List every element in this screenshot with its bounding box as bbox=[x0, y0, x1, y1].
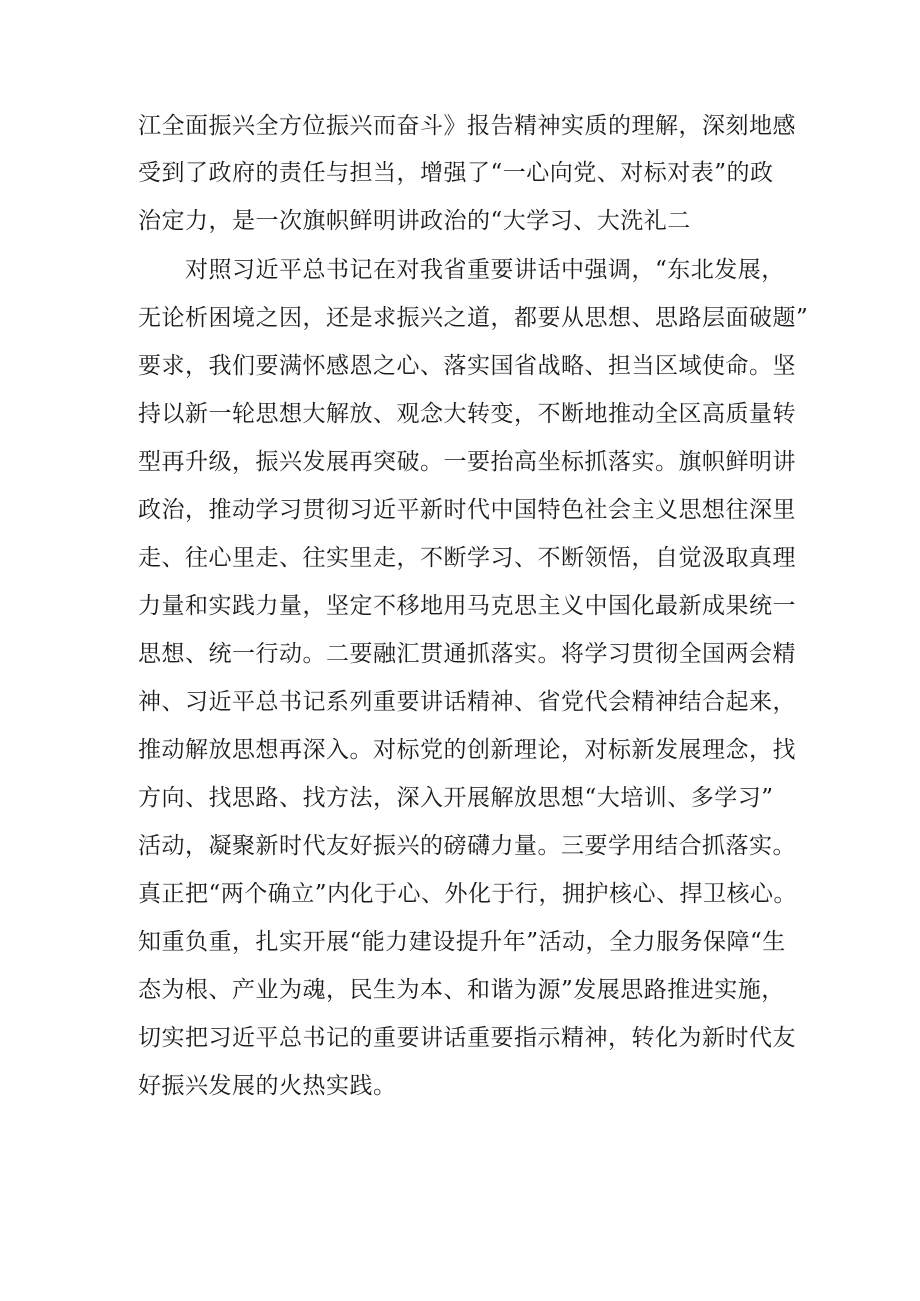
text-line: 型再升级，振兴发展再突破。一要抬高坐标抓落实。旗帜鲜明讲 bbox=[138, 449, 796, 475]
text-line: 治定力，是一次旗帜鲜明讲政治的“大学习、大洗礼二 bbox=[138, 208, 691, 234]
text-line: 思想、统一行动。二要融汇贯通抓落实。将学习贯彻全国两会精 bbox=[138, 641, 796, 667]
text-line: 走、往心里走、往实里走，不断学习、不断领悟，自觉汲取真理 bbox=[138, 545, 796, 571]
text-line: 态为根、产业为魂，民生为本、和谐为源”发展思路推进实施， bbox=[138, 977, 785, 1003]
text-line: 江全面振兴全方位振兴而奋斗》报告精神实质的理解，深刻地感 bbox=[138, 113, 796, 139]
text-line: 持以新一轮思想大解放、观念大转变，不断地推动全区高质量转 bbox=[138, 401, 796, 427]
text-line: 力量和实践力量，坚定不移地用马克思主义中国化最新成果统一 bbox=[138, 593, 796, 619]
text-line: 好振兴发展的火热实践。 bbox=[138, 1073, 397, 1099]
text-line: 知重负重，扎实开展“能力建设提升年”活动，全力服务保障“生 bbox=[138, 929, 786, 955]
text-line: 政治，推动学习贯彻习近平新时代中国特色社会主义思想往深里 bbox=[138, 497, 796, 523]
text-line: 方向、找思路、找方法，深入开展解放思想“大培训、多学习” bbox=[138, 785, 774, 811]
text-line: 真正把“两个确立”内化于心、外化于行，拥护核心、捍卫核心。 bbox=[138, 881, 798, 907]
text-line: 神、习近平总书记系列重要讲话精神、省党代会精神结合起来， bbox=[138, 689, 796, 715]
text-line: 无论析困境之因，还是求振兴之道，都要从思想、思路层面破题” bbox=[138, 305, 809, 331]
text-line: 要求，我们要满怀感恩之心、落实国省战略、担当区域使命。坚 bbox=[138, 353, 796, 379]
text-line: 活动，凝聚新时代友好振兴的磅礴力量。三要学用结合抓落实。 bbox=[138, 833, 796, 859]
text-line: 对照习近平总书记在对我省重要讲话中强调，“东北发展， bbox=[185, 257, 785, 283]
text-line: 推动解放思想再深入。对标党的创新理论，对标新发展理念，找 bbox=[138, 737, 796, 763]
text-line: 切实把习近平总书记的重要讲话重要指示精神，转化为新时代友 bbox=[138, 1025, 796, 1051]
text-line: 受到了政府的责任与担当，增强了“一心向党、对标对表”的政 bbox=[138, 160, 774, 186]
